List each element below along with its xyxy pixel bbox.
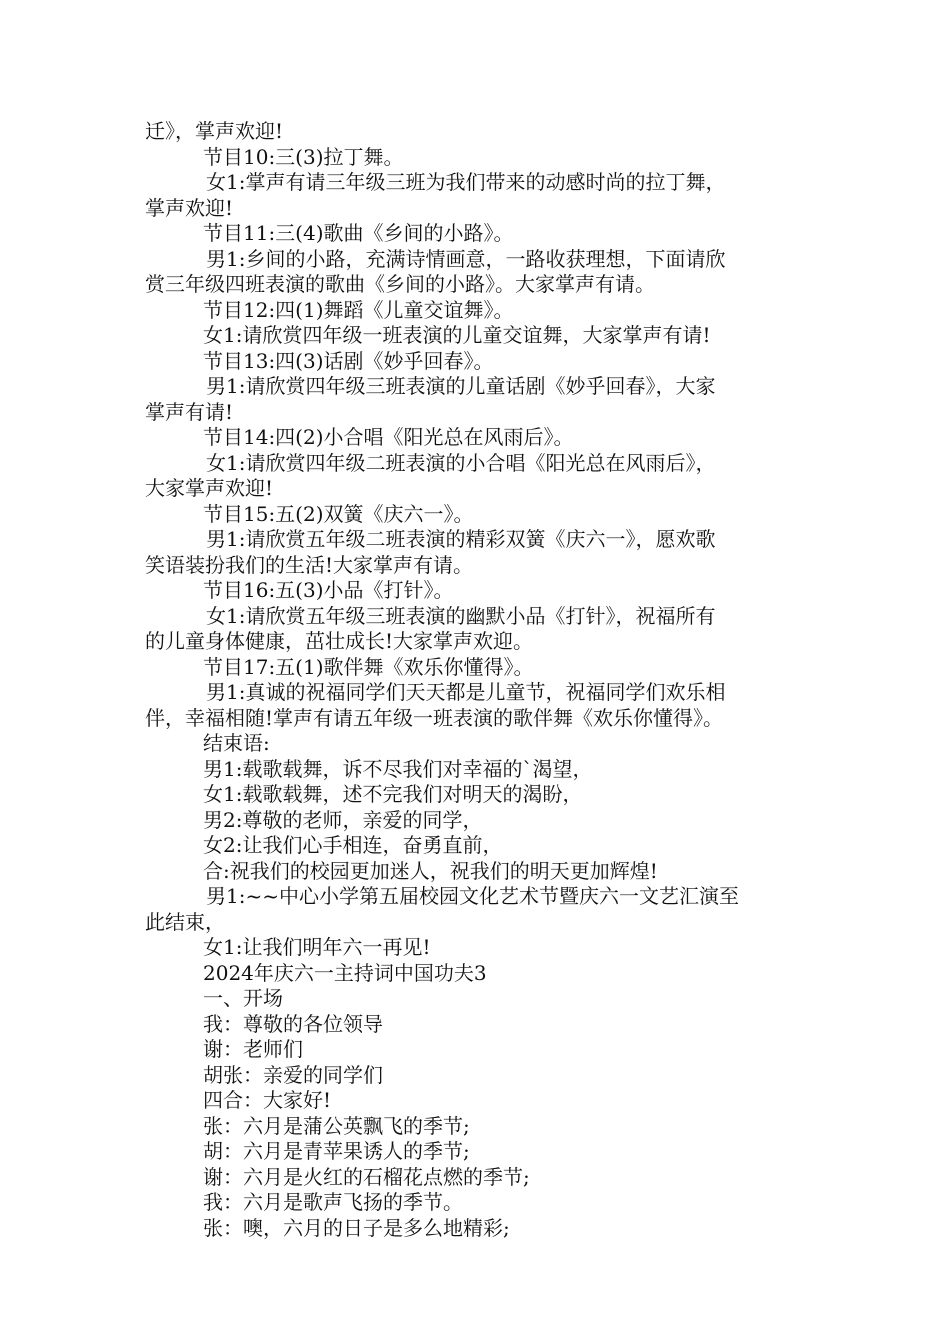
text-line: 掌声欢迎! <box>145 195 234 220</box>
text-line: 节目12:四(1)舞蹈《儿童交谊舞》。 <box>203 297 514 322</box>
text-line: 男1:乡间的小路，充满诗情画意，一路收获理想，下面请欣 <box>206 246 726 271</box>
text-line: 赏三年级四班表演的歌曲《乡间的小路》。大家掌声有请。 <box>145 272 655 296</box>
document-page <box>145 119 810 1241</box>
text-line: 张：六月是蒲公英飘飞的季节; <box>203 1113 470 1138</box>
text-line: 我：尊敬的各位领导 <box>203 1011 383 1036</box>
text-line: 男2:尊敬的老师，亲爱的同学， <box>203 807 483 832</box>
text-line: 谢：六月是火红的石榴花点燃的季节; <box>203 1164 530 1189</box>
text-line: 谢：老师们 <box>203 1037 303 1061</box>
text-line: 笑语装扮我们的生活!大家掌声有请。 <box>145 552 474 577</box>
text-line: 胡张：亲爱的同学们 <box>203 1062 383 1087</box>
text-line: 女1:让我们明年六一再见! <box>203 935 431 959</box>
text-line: 女1:载歌载舞，述不完我们对明天的渴盼， <box>203 782 583 806</box>
text-line: 男1:载歌载舞，诉不尽我们对幸福的`渴望， <box>203 756 593 781</box>
text-line: 女1:请欣赏四年级二班表演的小合唱《阳光总在风雨后》， <box>206 450 716 475</box>
text-line: 张：噢，六月的日子是多么地精彩; <box>203 1215 510 1240</box>
text-line: 节目16:五(3)小品《打针》。 <box>203 578 454 602</box>
text-line: 一、开场 <box>203 986 283 1010</box>
text-line: 大家掌声欢迎! <box>145 476 274 500</box>
text-line: 掌声有请! <box>145 399 234 424</box>
text-line: 男1:真诚的祝福同学们天天都是儿童节，祝福同学们欢乐相 <box>206 680 726 704</box>
text-line: 伴，幸福相随!掌声有请五年级一班表演的歌伴舞《欢乐你懂得》。 <box>145 705 724 730</box>
text-line: 四合：大家好! <box>203 1088 332 1112</box>
text-line: 合:祝我们的校园更加迷人，祝我们的明天更加辉煌! <box>203 858 658 883</box>
text-line: 节目15:五(2)双簧《庆六一》。 <box>203 501 474 526</box>
text-line: 节目11:三(4)歌曲《乡间的小路》。 <box>203 221 514 245</box>
text-line: 女2:让我们心手相连，奋勇直前， <box>203 833 503 857</box>
text-line: 男1:请欣赏五年级二班表演的精彩双簧《庆六一》，愿欢歌 <box>206 527 716 551</box>
text-line: 胡：六月是青苹果诱人的季节; <box>203 1139 470 1163</box>
text-line: 男1:请欣赏四年级三班表演的儿童话剧《妙乎回春》，大家 <box>206 374 716 398</box>
text-line: 节目14:四(2)小合唱《阳光总在风雨后》。 <box>203 425 574 449</box>
text-line: 我：六月是歌声飞扬的季节。 <box>203 1190 463 1214</box>
text-line: 女1:请欣赏四年级一班表演的儿童交谊舞，大家掌声有请! <box>203 323 711 347</box>
text-line: 女1:请欣赏五年级三班表演的幽默小品《打针》，祝福所有 <box>206 603 716 628</box>
text-line: 迁》，掌声欢迎! <box>145 119 284 143</box>
text-line: 节目13:四(3)话剧《妙乎回春》。 <box>203 348 494 373</box>
text-line: 的儿童身体健康，茁壮成长!大家掌声欢迎。 <box>145 629 534 653</box>
text-line: 男1:~~中心小学第五届校园文化艺术节暨庆六一文艺汇演至 <box>206 884 739 908</box>
text-line: 节目10:三(3)拉丁舞。 <box>203 144 404 169</box>
text-line: 2024年庆六一主持词中国功夫3 <box>203 960 487 985</box>
text-line: 节目17:五(1)歌伴舞《欢乐你懂得》。 <box>203 654 534 679</box>
text-line: 此结束， <box>145 909 225 934</box>
text-line: 结束语: <box>203 731 270 755</box>
text-line: 女1:掌声有请三年级三班为我们带来的动感时尚的拉丁舞， <box>206 170 726 194</box>
